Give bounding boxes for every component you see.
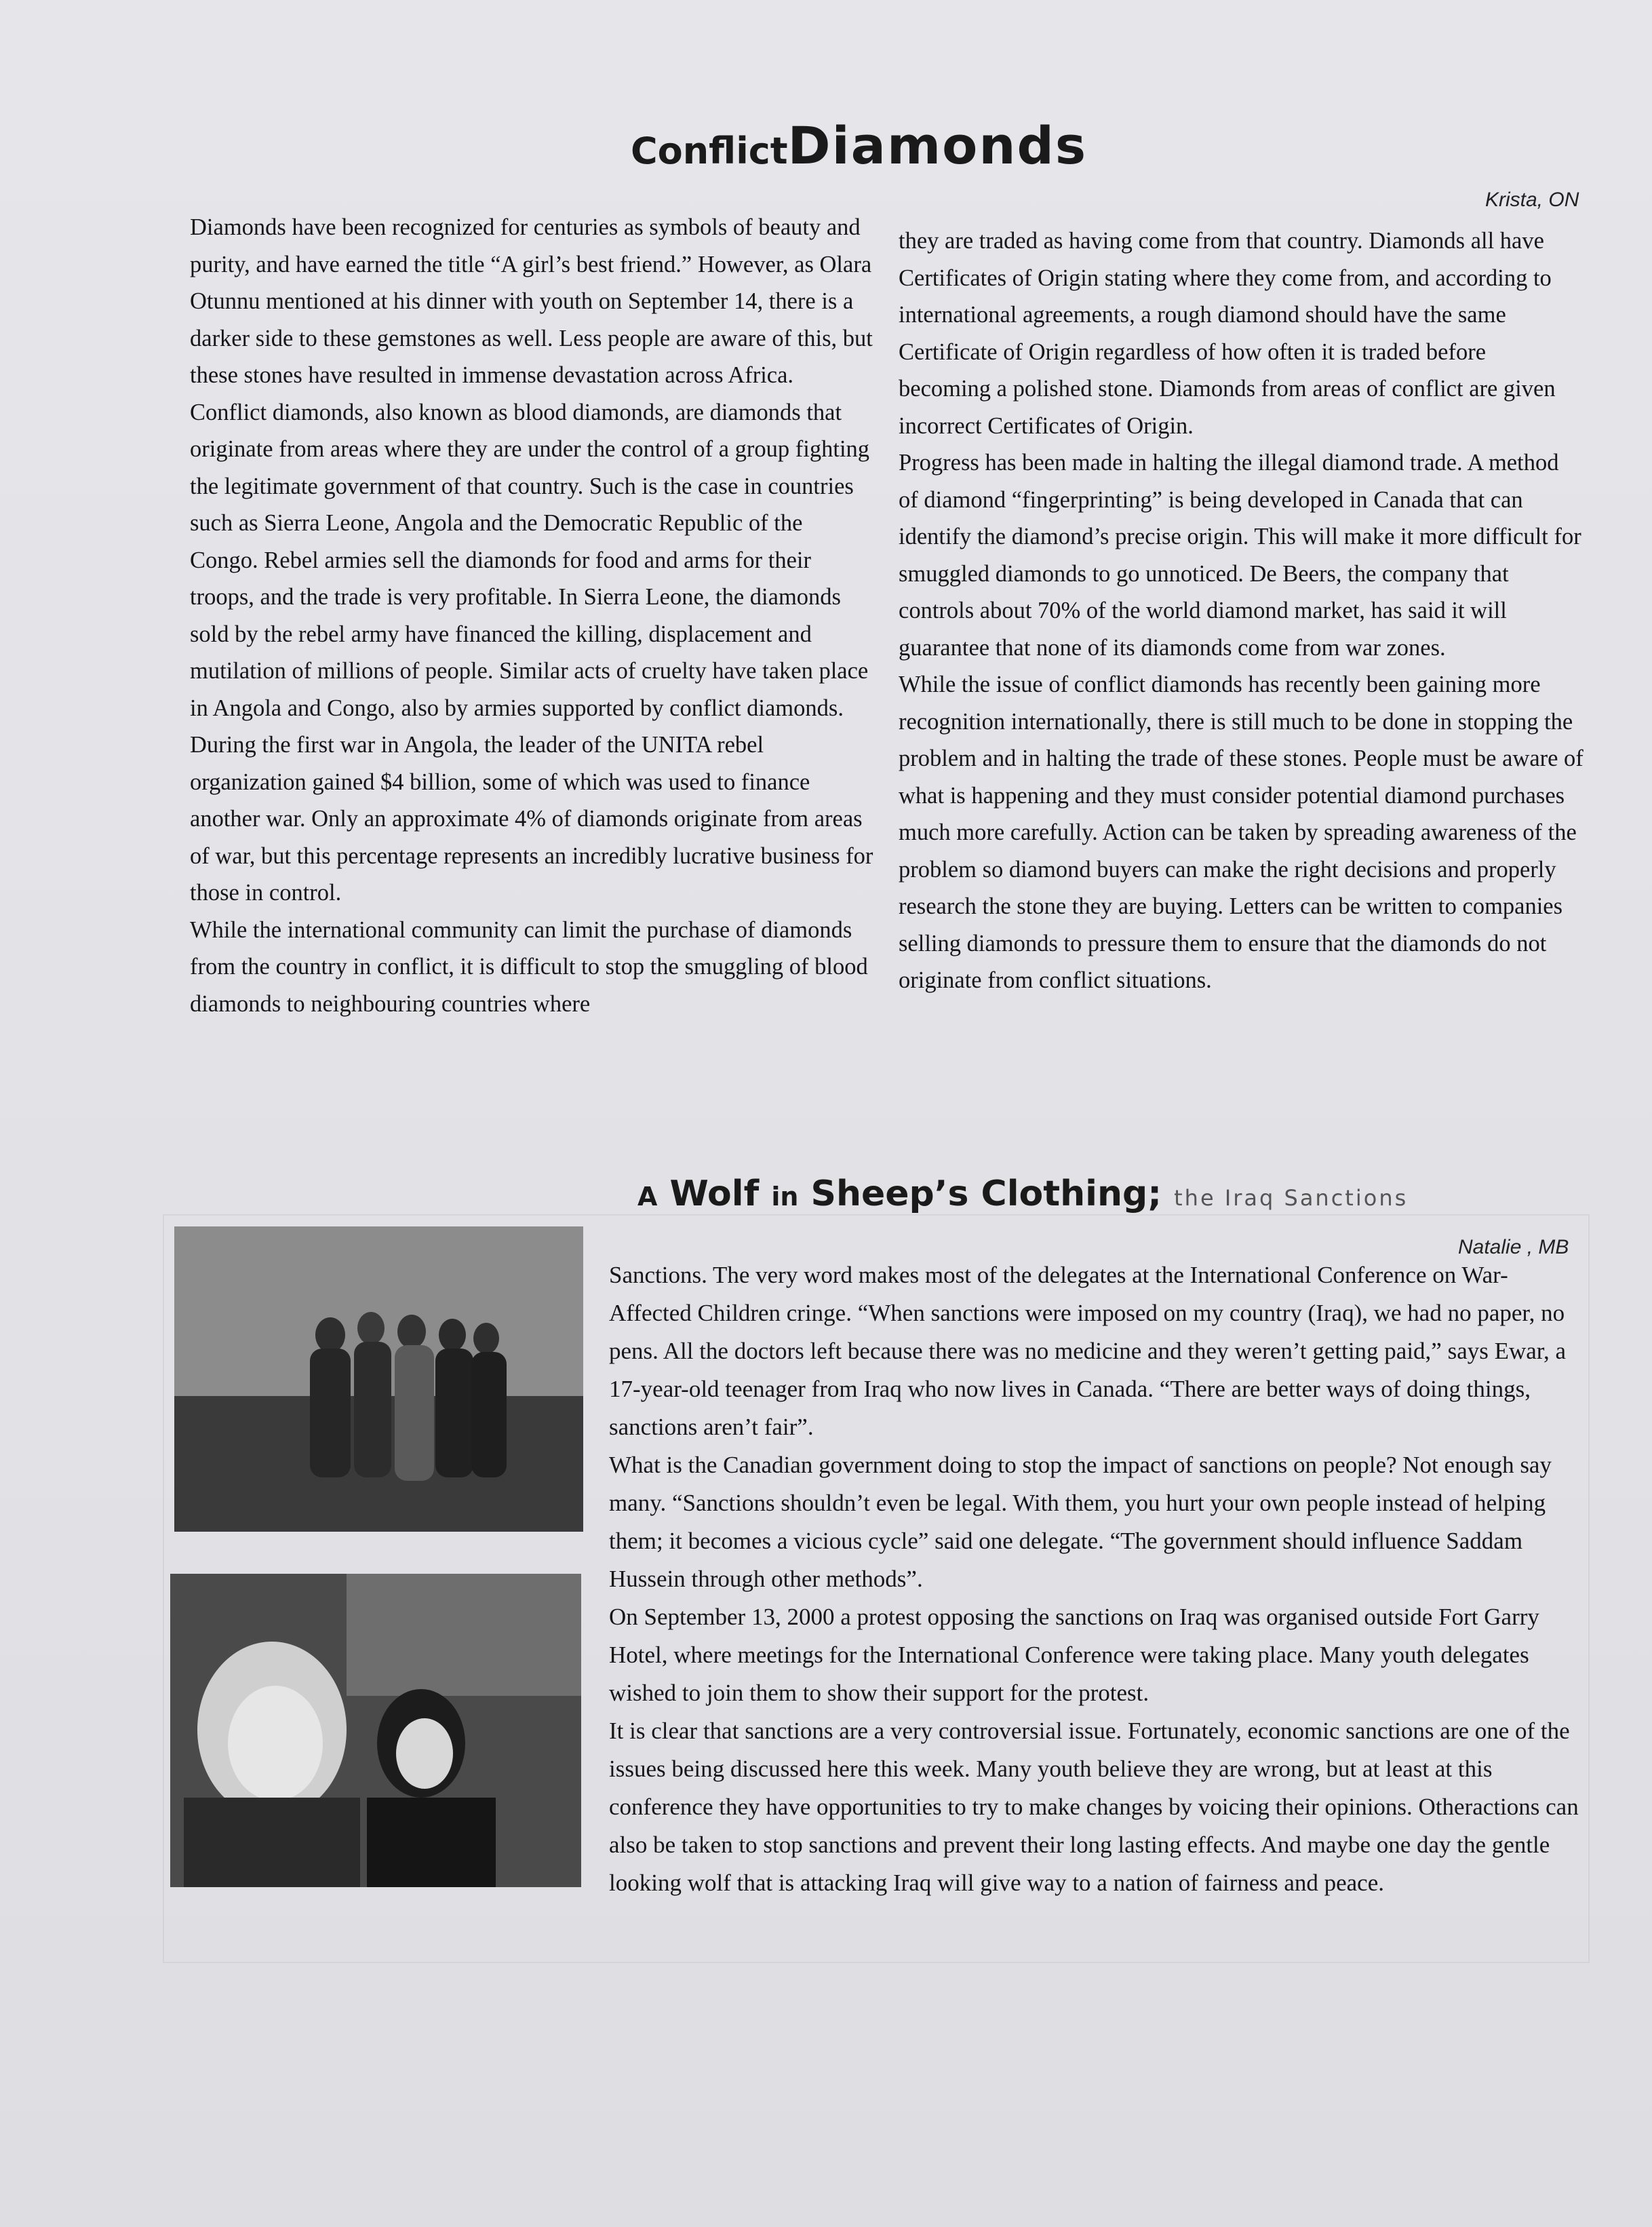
photo-two-girls bbox=[170, 1574, 581, 1887]
paragraph: they are traded as having come from that country. Diamonds all have Certificates of Origin stating where they come from, and according to international agreements, a rough diamond should have the same Certificate of Origin regardless of how often it is traded before becoming a polished stone. Diamonds from areas of conflict are given incorrect Certificates of Origin. bbox=[899, 228, 1556, 439]
photo-group-outdoors-image bbox=[174, 1226, 583, 1532]
title-prefix: Conflict bbox=[631, 130, 788, 172]
title-word-rest: Sheep’s Clothing; bbox=[810, 1174, 1162, 1214]
article2-body bbox=[609, 1256, 1579, 1902]
paragraph: While the international community can limit the purchase of diamonds from the country in conflict, it is difficult to stop the smuggling of blood diamonds to neighbouring countries where bbox=[190, 916, 868, 1017]
byline-natalie: Natalie , MB bbox=[1458, 1236, 1569, 1258]
paragraph: While the issue of conflict diamonds has recently been gaining more recognition internationally, there is still much to be done in stopping the problem and in halting the trade of these stones. People must be aware of what is happening and they must consider potential diamond purchases much more carefully. Action can be taken by spreading awareness of the problem so diamond buyers can make the right decisions and properly research the stone they are buying. Letters can be written to companies selling diamonds to pressure them to ensure that the diamonds do not originate from conflict situations. bbox=[899, 672, 1584, 993]
paragraph: What is the Canadian government doing to stop the impact of sanctions on people? Not enough say many. “Sanctions shouldn’t even be legal. With them, you hurt your own people instead of helping them; it becomes a vicious cycle” said one delegate. “The government should influence Saddam Hussein through other methods”. bbox=[609, 1452, 1552, 1592]
photo-group-outdoors bbox=[174, 1226, 583, 1532]
paragraph: Sanctions. The very word makes most of the delegates at the International Conference on War-Affected Children cringe. “When sanctions were imposed on my country (Iraq), we had no paper, no pens. All the doctors left because there was no medicine and they weren’t getting paid,” says Ewar, a 17-year-old teenager from Iraq who now lives in Canada. “There are better ways of doing things, sanctions aren’t fair”. bbox=[609, 1262, 1567, 1440]
article1-column-left bbox=[190, 209, 875, 1022]
title-main: Diamonds bbox=[787, 115, 1088, 176]
title-word-in: in bbox=[771, 1182, 799, 1212]
paragraph: Diamonds have been recognized for centuries as symbols of beauty and purity, and have earned the title “A girl’s best friend.” However, as Olara Otunnu mentioned at his dinner with youth on September 14, there is a darker side to these gemstones as well. Less people are aware of this, but these stones have resulted in immense devastation across Africa. bbox=[190, 214, 873, 388]
article-title-conflict-diamonds bbox=[631, 115, 1087, 176]
title-subtitle: the Iraq Sanctions bbox=[1174, 1185, 1409, 1211]
article-title-wolf-sheeps-clothing bbox=[637, 1174, 1408, 1214]
paragraph: Conflict diamonds, also known as blood diamonds, are diamonds that originate from areas where they are under the control of a group fighting the legitimate government of that country. Such is the case in countries such as Sierra Leone, Angola and the Democratic Republic of the Congo. Rebel armies sell the diamonds for food and arms for their troops, and the trade is very profitable. In Sierra Leone, the diamonds sold by the rebel army have financed the killing, displacement and mutilation of millions of people. Similar acts of cruelty have taken place in Angola and Congo, also by armies supported by conflict diamonds. During the first war in Angola, the leader of the UNITA rebel organization gained $4 billion, some of which was used to finance another war. Only an approximate 4% of diamonds originate from areas of war, but this percentage represents an incredibly lucrative business for those in control. bbox=[190, 399, 873, 906]
photo-two-girls-image bbox=[170, 1574, 581, 1887]
byline-krista: Krista, ON bbox=[1485, 189, 1579, 211]
article1-column-right bbox=[899, 222, 1584, 999]
paragraph: Progress has been made in halting the illegal diamond trade. A method of diamond “fingerprinting” is being developed in Canada that can identify the diamond’s precise origin. This will make it more difficult for smuggled diamonds to go unnoticed. De Beers, the company that controls about 70% of the world diamond market, has said it will guarantee that none of its diamonds come from war zones. bbox=[899, 450, 1581, 661]
title-word-wolf: Wolf bbox=[669, 1174, 760, 1214]
paragraph: It is clear that sanctions are a very controversial issue. Fortunately, economic sanctions are one of the issues being discussed here this week. Many youth believe they are wrong, but at least at this conference they have opportunities to try to make changes by voicing their opinions. Otheractions can also be taken to stop sanctions and prevent their long lasting effects. And maybe one day the gentle looking wolf that is attacking Iraq will give way to a nation of fairness and peace. bbox=[609, 1718, 1579, 1896]
paragraph: On September 13, 2000 a protest opposing the sanctions on Iraq was organised outside Fort Garry Hotel, where meetings for the International Conference were taking place. Many youth delegates wished to join them to show their support for the protest. bbox=[609, 1604, 1539, 1706]
title-word-a: A bbox=[637, 1182, 658, 1212]
